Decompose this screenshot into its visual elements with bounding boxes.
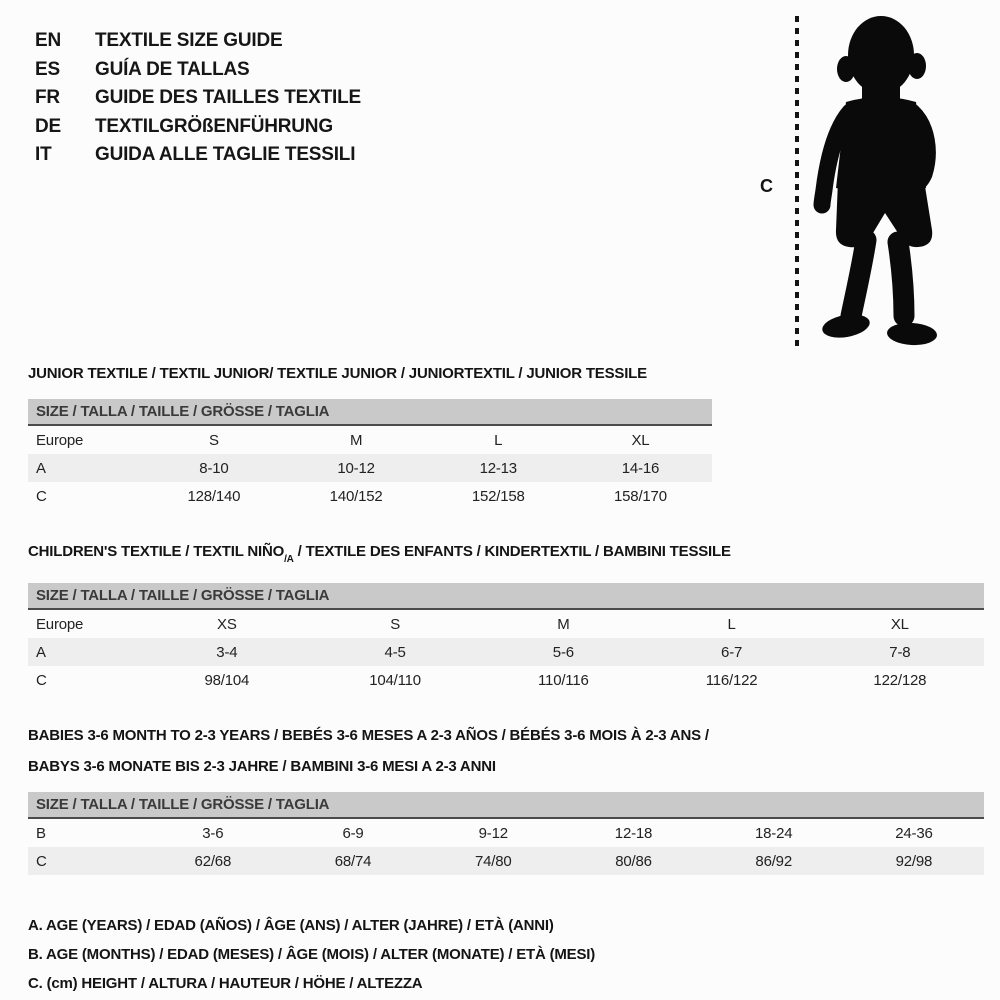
table-cell: 9-12 [478,824,508,842]
language-row [35,141,361,170]
size-sections [28,358,984,875]
table-header-bar: SIZE / TALLA / TAILLE / GRÖSSE / TAGLIA [28,792,984,819]
language-title: GUIDE DES TAILLES TEXTILE [95,87,361,109]
heading-text: CHILDREN'S TEXTILE / TEXTIL NIÑO [28,543,285,560]
section-heading [28,358,984,389]
table-row [28,847,984,875]
table-row [28,819,984,847]
language-code: DE [35,115,61,137]
table-cell: XL [890,615,909,633]
table-cell: M [557,615,570,633]
language-row [35,113,361,142]
table-cell: 92/98 [895,852,933,870]
row-label: Europe [36,431,84,449]
section-babies [28,720,984,875]
table-cell: 18-24 [755,824,793,842]
legend [28,911,984,998]
heading-line [28,536,984,573]
language-code: FR [35,87,60,109]
table-cell: 12-13 [479,459,517,477]
table-cell: 152/158 [471,487,525,505]
size-table [28,583,984,694]
heading-text: / TEXTILE DES ENFANTS / KINDERTEXTIL / BAMBINI TESSILE [293,543,731,560]
row-label: B [36,824,46,842]
table-cell: 62/68 [194,852,232,870]
heading-text: BABYS 3-6 MONATE BIS 2-3 JAHRE / BAMBINI 3-6 MESI A 2-3 ANNI [28,758,496,775]
row-label: A [36,643,46,661]
table-cell: 140/152 [329,487,383,505]
table-cell: 10-12 [337,459,375,477]
heading-text: BABIES 3-6 MONTH TO 2-3 YEARS / BEBÉS 3-6 MESES A 2-3 AÑOS / BÉBÉS 3-6 MOIS À 2-3 ANS / [28,727,709,744]
table-cell: S [390,615,400,633]
table-header-bar: SIZE / TALLA / TAILLE / GRÖSSE / TAGLIA [28,583,984,610]
table-row [28,426,712,454]
table-cell: 98/104 [204,671,250,689]
heading-line [28,720,984,751]
table-row [28,454,712,482]
table-cell: XS [217,615,237,633]
table-cell: 3-4 [216,643,238,661]
row-label: Europe [36,615,84,633]
language-code: IT [35,144,52,166]
table-header-bar: SIZE / TALLA / TAILLE / GRÖSSE / TAGLIA [28,399,712,426]
table-row [28,482,712,510]
section-junior [28,358,984,510]
language-title: GUÍA DE TALLAS [95,58,250,80]
table-cell: 68/74 [334,852,372,870]
table-row [28,666,984,694]
content-area [28,358,984,998]
table-row [28,610,984,638]
table-cell: 14-16 [621,459,660,477]
legend-line: C. (cm) HEIGHT / ALTURA / HAUTEUR / HÖHE / ALTEZZA [28,975,423,992]
heading-text: JUNIOR TEXTILE / TEXTIL JUNIOR/ TEXTILE JUNIOR / JUNIORTEXTIL / JUNIOR TESSILE [28,365,647,382]
table-cell: 7-8 [889,643,911,661]
section-heading [28,720,984,782]
heading-text: /A [284,554,294,565]
toddler-silhouette-image [800,8,965,353]
size-table [28,399,712,510]
language-row [35,56,361,85]
table-cell: 116/122 [705,671,758,689]
table-cell: 3-6 [202,824,224,842]
table-cell: 158/170 [614,487,667,505]
heading-line [28,358,984,389]
language-code: EN [35,30,61,51]
table-cell: 6-9 [342,824,364,842]
legend-line: A. AGE (YEARS) / EDAD (AÑOS) / ÂGE (ANS) / ALTER (JAHRE) / ETÀ (ANNI) [28,917,554,934]
table-cell: 74/80 [474,852,512,870]
table-row [28,638,984,666]
table-cell: 80/86 [615,852,652,870]
language-row [35,84,361,113]
size-table [28,792,984,875]
table-cell: 86/92 [755,852,792,870]
row-label: C [36,852,47,870]
table-cell: 4-5 [384,643,406,661]
table-cell: 12-18 [614,824,653,842]
language-title: TEXTILE SIZE GUIDE [95,30,283,51]
figure-area [750,8,965,356]
heading-line [28,751,984,782]
table-cell: S [209,431,219,449]
table-cell: 5-6 [552,643,574,661]
table-cell: 122/128 [873,671,927,689]
row-label: A [36,459,46,477]
row-label: C [36,671,47,689]
height-measure-line [795,16,799,348]
table-cell: 128/140 [187,487,241,505]
language-title: GUIDA ALLE TAGLIE TESSILI [95,144,356,166]
table-cell: L [494,431,503,449]
table-cell: M [349,431,363,449]
table-cell: 104/110 [369,671,421,689]
language-title: TEXTILGRÖßENFÜHRUNG [95,115,333,137]
language-title-list [35,27,361,170]
table-cell: L [727,615,736,633]
table-cell: XL [631,431,650,449]
row-label: C [36,487,47,505]
table-cell: 24-36 [895,824,933,842]
legend-line: B. AGE (MONTHS) / EDAD (MESES) / ÂGE (MOIS) / ALTER (MONATE) / ETÀ (MESI) [28,946,596,963]
language-code: ES [35,58,60,80]
language-row [35,27,361,56]
table-cell: 110/116 [538,671,589,689]
height-measure-label: C [760,176,773,196]
table-cell: 8-10 [199,459,229,477]
section-heading [28,536,984,573]
table-cell: 6-7 [721,643,743,661]
section-children [28,536,984,694]
